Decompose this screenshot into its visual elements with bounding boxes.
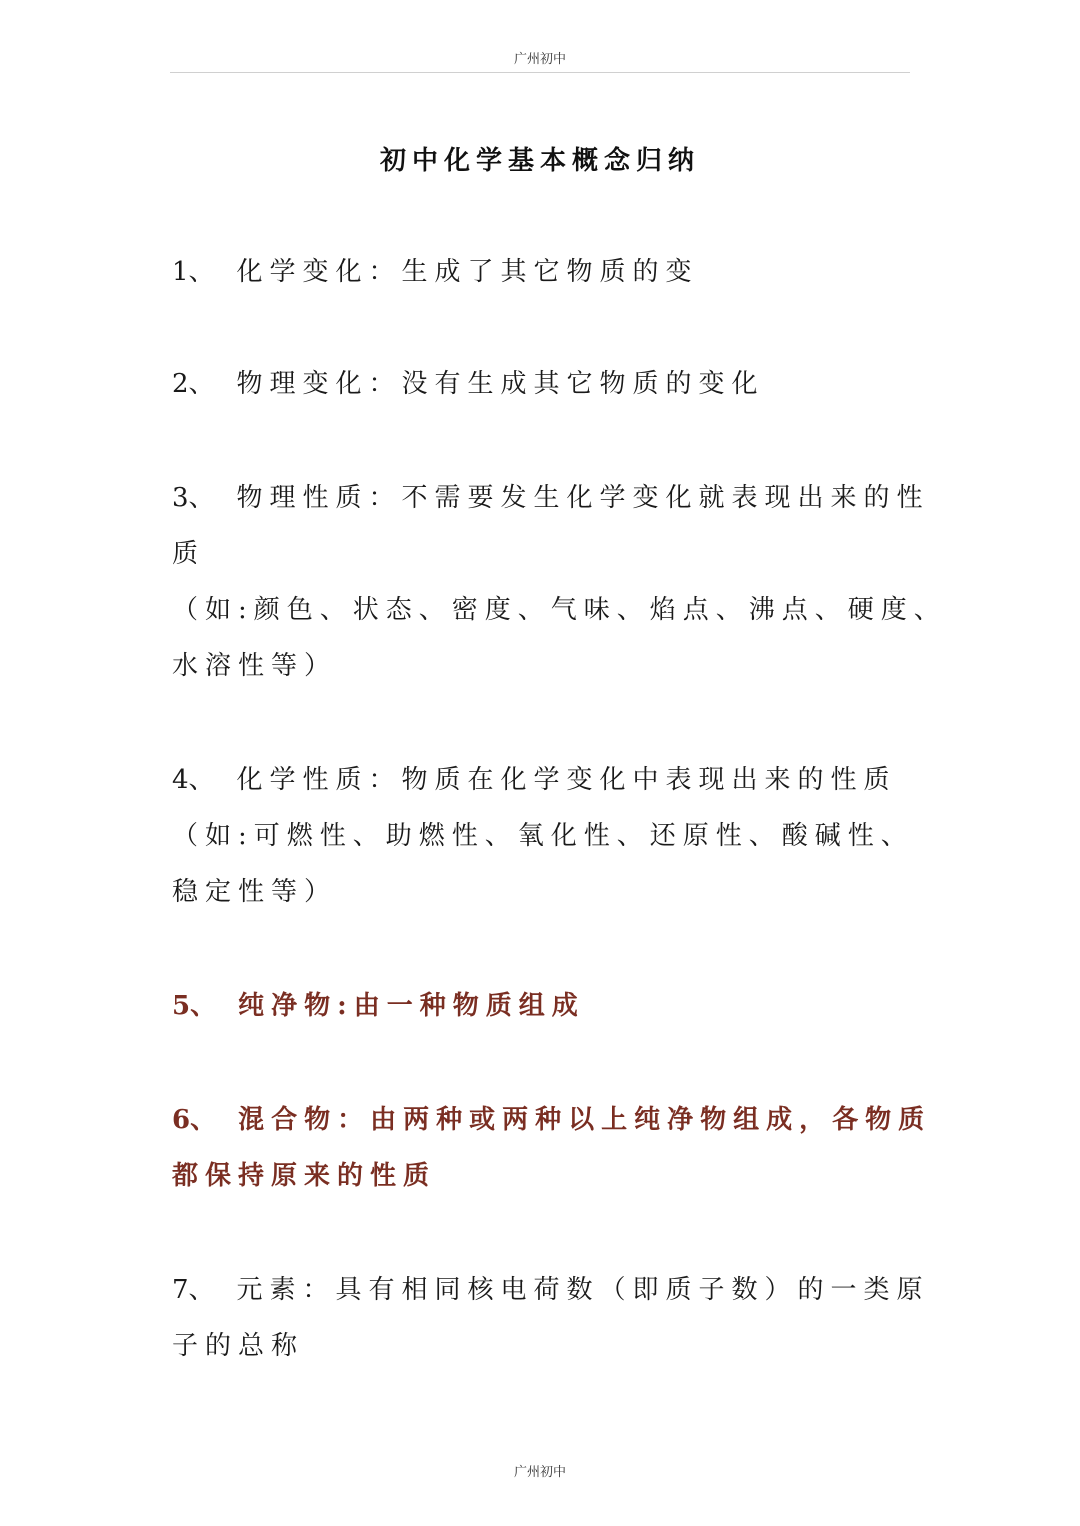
header-divider [170, 72, 910, 73]
item-number: 4、 [172, 765, 215, 795]
item-number: 1、 [172, 257, 215, 287]
concept-item-4 [172, 752, 912, 920]
concept-item-2 [172, 356, 912, 412]
concept-item-1 [172, 244, 912, 300]
concept-item-5 [172, 978, 912, 1034]
item-text: 化学变化：生成了其它物质的变 [236, 257, 699, 287]
item-example: （如:颜色、状态、密度、气味、焰点、沸点、硬度、 [172, 595, 947, 625]
item-number: 5、 [172, 991, 217, 1021]
item-text: 混合物：由两种或两种以上纯净物组成，各物质 [238, 1105, 932, 1135]
item-text: 纯净物:由一种物质组成 [238, 991, 585, 1021]
item-text: 物理性质：不需要发生化学变化就表现出来的性 [236, 483, 930, 513]
item-example: （如:可燃性、助燃性、氧化性、还原性、酸碱性、 [172, 821, 914, 851]
concept-item-6 [172, 1092, 932, 1204]
item-text-continued: 都保持原来的性质 [172, 1161, 437, 1191]
item-text-continued: 子的总称 [172, 1331, 305, 1361]
concept-item-7 [172, 1262, 930, 1374]
document-title: 初中化学基本概念归纳 [379, 146, 700, 176]
item-text: 物理变化：没有生成其它物质的变化 [236, 369, 765, 399]
item-number: 3、 [172, 483, 215, 513]
item-number: 7、 [172, 1275, 215, 1305]
item-example-continued: 稳定性等） [172, 877, 338, 907]
page-footer: 广州初中 [513, 1465, 566, 1480]
concept-item-3 [172, 470, 947, 694]
item-number: 2、 [172, 369, 215, 399]
item-text: 化学性质：物质在化学变化中表现出来的性质 [236, 765, 897, 795]
item-text: 元素：具有相同核电荷数（即质子数）的一类原 [236, 1275, 930, 1305]
item-text-continued: 质 [172, 539, 206, 569]
page-header: 广州初中 [513, 52, 566, 67]
item-example-continued: 水溶性等） [172, 651, 338, 681]
item-number: 6、 [172, 1105, 217, 1135]
